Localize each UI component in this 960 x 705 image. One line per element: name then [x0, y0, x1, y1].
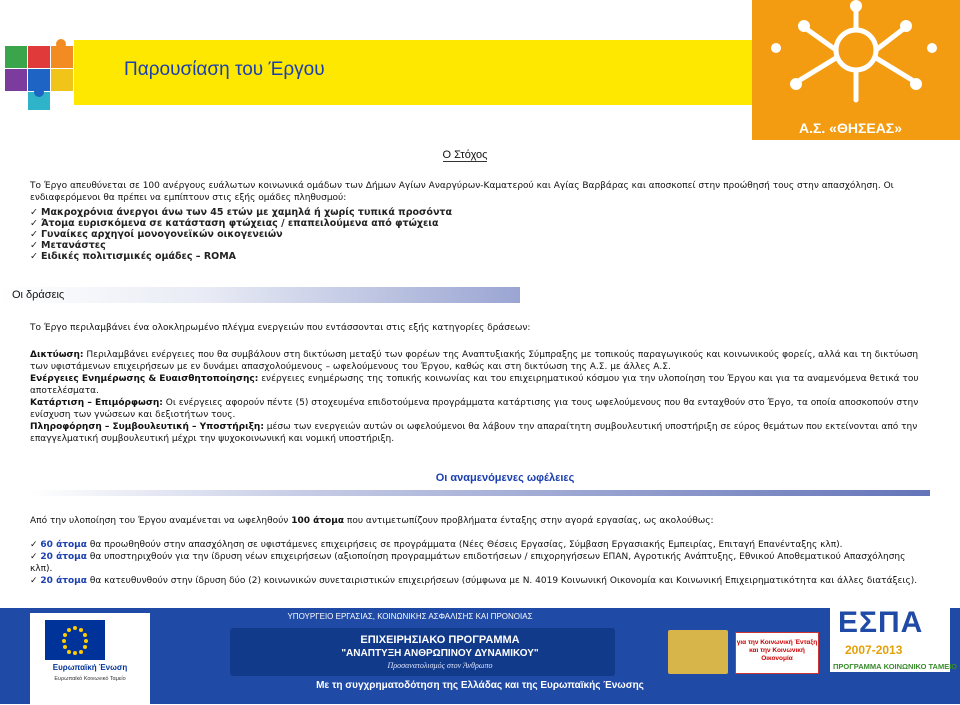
stoxos-intro: Το Έργο απευθύνεται σε 100 ανέργους ευάλωτων κοινωνικά ομάδων των Δήμων Αγίων Αναργύρων-Καματερού και Αγίας Βαρβάρας και αποσκοπεί στην προώθησή τους στην απασχόληση. Οι ενδιαφερόμενοι θα πρέπει να εμπίπτουν στις εξής ομάδες πληθυσμού: [30, 181, 894, 203]
espa-logo: ΕΣΠΑ [838, 606, 924, 639]
list-item: ✓ 20 άτομα θα κατευθυνθούν στην ίδρυση δύο (2) κοινωνικών συνεταιριστικών επιχειρήσεων (σύμφωνα με Ν. 4019 Κοινωνική Οικονομία και Κοινωνική Επιχειρηματικότητα και άλλες διατάξεις). [30, 576, 918, 586]
puzzle-logo [0, 14, 100, 114]
list-item: ✓ 20 άτομα θα υποστηριχθούν για την ίδρυση νέων επιχειρήσεων (αξιοποίηση προγραμμάτων επιδοτήσεων / επιχορηγήσεων ΕΠΑΝ, Αγροτικής Ανάπτυξης, Εθνικού Αποθεματικού Απασχόλησης κλπ). [30, 552, 906, 574]
org-name: Α.Σ. «ΘΗΣΕΑΣ» [798, 120, 902, 136]
org-banner [752, 0, 960, 140]
benefits-list [30, 539, 930, 587]
ministry-name: ΥΠΟΥΡΓΕΙΟ ΕΡΓΑΣΙΑΣ, ΚΟΙΝΩΝΙΚΗΣ ΑΣΦΑΛΙΣΗΣ ΚΑΙ ΠΡΟΝΟΙΑΣ [287, 612, 533, 621]
list-item: ✓ Ειδικές πολιτισμικές ομάδες – ROMA [30, 251, 452, 262]
section-stoxos-heading: Ο Στόχος [442, 149, 488, 161]
action-item: Δικτύωση: Περιλαμβάνει ενέργειες που θα συμβάλουν στη δικτύωση μεταξύ των φορέων της Αναπτυξιακής Σύμπραξης με τοπικούς παραγωγικούς και κοινωνικούς φορείς, αλλά και τη δικτύωση των υφιστάμενων επιχειρήσεων με εν δυνάμει απασχολούμενους – ωφελούμενους του Έργου, καθώς και στη δικτύωση της Α.Σ. με άλλες Α.Σ. [30, 350, 919, 372]
program-motto: Προσανατολισμός στον Άνθρωπο [387, 661, 493, 670]
list-item: ✓ Γυναίκες αρχηγοί μονογονεϊκών οικογενειών [30, 229, 452, 240]
benefits-divider [30, 490, 930, 496]
social-economy-logo: για την Κοινωνική Ένταξη και την Κοινωνική Οικονομία [735, 632, 819, 674]
action-item: Κατάρτιση – Επιμόρφωση: Οι ενέργειες αφορούν πέντε (5) στοχευμένα επιδοτούμενα προγράμματα κατάρτισης για τους ωφελούμενους που θα ενταχθούν στο Έργο, τα οποία αποσκοπούν στην ενίσχυση των γνώσεων και δεξιοτήτων τους. [30, 398, 919, 420]
actions-intro: Το Έργο περιλαμβάνει ένα ολοκληρωμένο πλέγμα ενεργειών που εντάσσονται στις εξής κατηγορίες δράσεων: [30, 323, 531, 333]
header [0, 0, 960, 140]
espa-subtitle: ΠΡΟΓΡΑΜΜΑ ΚΟΙΝΩΝΙΚΟ ΤΑΜΕΙΟ [833, 662, 958, 671]
eu-name: Ευρωπαϊκή Ένωση [52, 663, 128, 672]
list-item: ✓ 60 άτομα θα προωθηθούν στην απασχόληση σε υφιστάμενες επιχειρήσεις σε προγράμματα (Νέες Θέσεις Εργασίας, Σύμβαση Εργασιακής Εμπειρίας, Επιταγή Επανένταξης κλπ). [30, 540, 843, 550]
eu-flag-icon [45, 620, 105, 660]
target-groups-list [30, 207, 452, 262]
list-item: ✓ Άτομα ευρισκόμενα σε κατάσταση φτώχειας / επαπειλούμενα από φτώχεια [30, 218, 452, 229]
section-actions-heading: Οι δράσεις [0, 287, 520, 303]
section-benefits-heading: Οι αναμενόμενες ωφέλειες [435, 472, 575, 484]
action-item: Πληροφόρηση – Συμβουλευτική – Υποστήριξη: μέσω των ενεργειών αυτών οι ωφελούμενοι θα λάβουν την απαραίτητη συμβουλευτική υποστήριξη σε εύρος θεμάτων που εκτείνονται από την επαγγελματική συμβουλευτική μέχρι την ψυχοκοινωνική και νομική υποστήριξη. [30, 422, 918, 444]
list-item: ✓ Μετανάστες [30, 240, 452, 251]
eu-fund: Ευρωπαϊκό Κοινωνικό Ταμείο [54, 676, 126, 682]
program-title: ΕΠΙΧΕΙΡΗΣΙΑΚΟ ΠΡΟΓΡΑΜΜΑ [360, 634, 520, 646]
greek-emblem-icon [668, 630, 728, 674]
benefits-intro: Από την υλοποίηση του Έργου αναμένεται να ωφεληθούν 100 άτομα που αντιμετωπίζουν προβλήματα ένταξης στην αγορά εργασίας, ως ακολούθως: [30, 516, 714, 526]
people-icon [752, 0, 960, 120]
list-item: ✓ Μακροχρόνια άνεργοι άνω των 45 ετών με χαμηλά ή χωρίς τυπικά προσόντα [30, 207, 452, 218]
actions-list [30, 349, 930, 445]
page-title: Παρουσίαση του Έργου [124, 59, 325, 80]
cofunding-statement: Με τη συγχρηματοδότηση της Ελλάδας και της Ευρωπαϊκής Ένωσης [316, 680, 644, 691]
espa-years: 2007-2013 [845, 643, 903, 657]
program-name: "ΑΝΑΠΤΥΞΗ ΑΝΘΡΩΠΙΝΟΥ ΔΥΝΑΜΙΚΟΥ" [341, 648, 539, 659]
action-item: Ενέργειες Ενημέρωσης & Ευαισθητοποίησης: ενέργειες ενημέρωσης της τοπικής κοινωνίας και του επιχειρηματικού κόσμου για την υλοποίηση του Έργου και για τα αναμενόμενα θετικά του αποτελέσματα. [30, 374, 919, 396]
